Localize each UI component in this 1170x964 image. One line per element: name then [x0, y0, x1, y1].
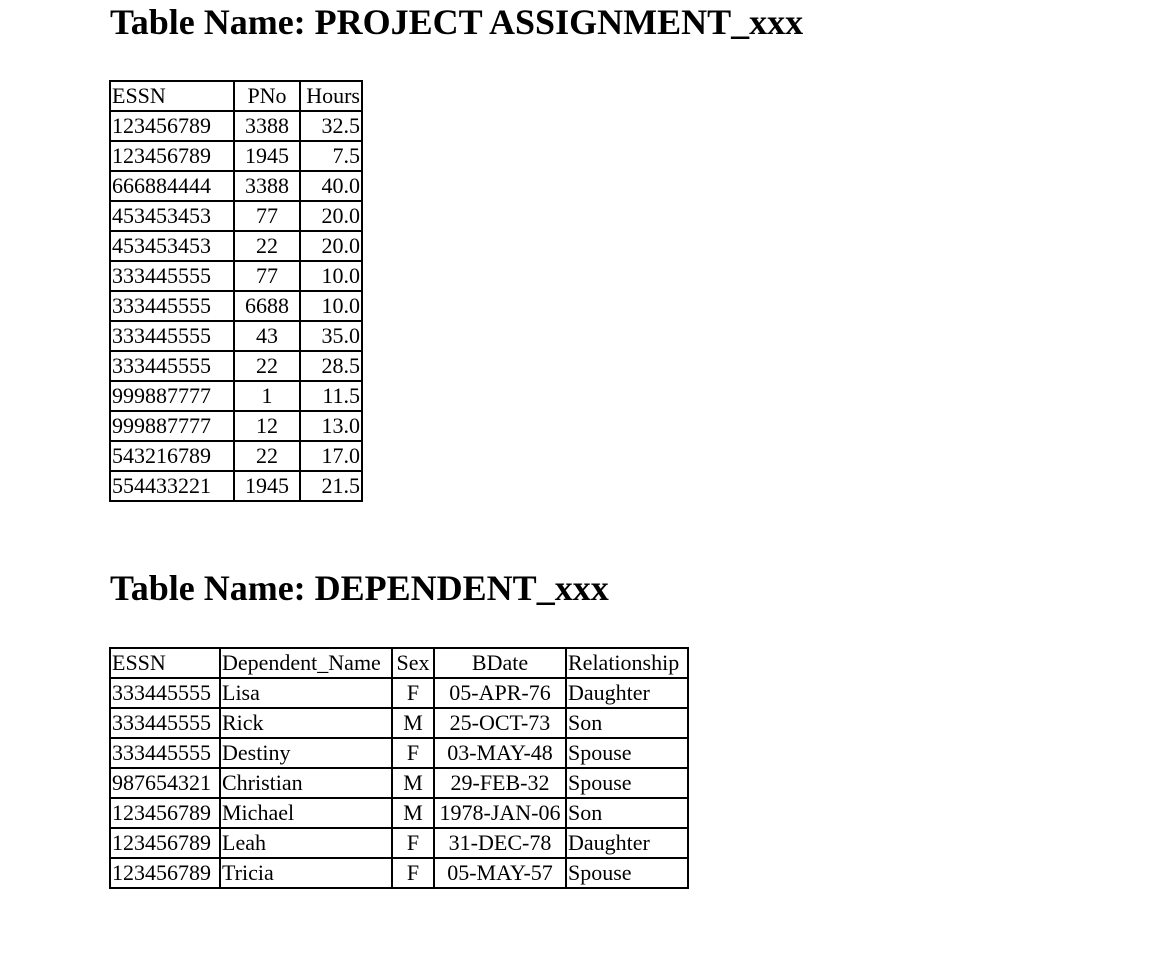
cell-essn: 123456789: [110, 828, 220, 858]
cell-dependent-name: Michael: [220, 798, 392, 828]
table-row: [110, 351, 362, 381]
table-row: [110, 441, 362, 471]
cell-essn: 333445555: [110, 321, 234, 351]
dependent-rows: [110, 678, 688, 888]
cell-pno: 1: [234, 381, 300, 411]
cell-bdate: 03-MAY-48: [434, 738, 566, 768]
cell-sex: F: [392, 678, 434, 708]
cell-sex: M: [392, 768, 434, 798]
cell-hours: 10.0: [300, 291, 362, 321]
cell-pno: 12: [234, 411, 300, 441]
cell-pno: 43: [234, 321, 300, 351]
cell-hours: 10.0: [300, 261, 362, 291]
column-header-dependent-name: Dependent_Name: [220, 648, 392, 678]
cell-essn: 333445555: [110, 738, 220, 768]
cell-sex: M: [392, 708, 434, 738]
cell-hours: 35.0: [300, 321, 362, 351]
cell-essn: 987654321: [110, 768, 220, 798]
table-row: [110, 411, 362, 441]
table-row: [110, 828, 688, 858]
table-row: [110, 321, 362, 351]
cell-essn: 123456789: [110, 798, 220, 828]
table-row: [110, 171, 362, 201]
cell-essn: 666884444: [110, 171, 234, 201]
cell-essn: 999887777: [110, 381, 234, 411]
table-row: [110, 768, 688, 798]
cell-essn: 333445555: [110, 678, 220, 708]
cell-pno: 22: [234, 351, 300, 381]
table-row: [110, 798, 688, 828]
cell-essn: 999887777: [110, 411, 234, 441]
cell-dependent-name: Tricia: [220, 858, 392, 888]
cell-relationship: Daughter: [566, 678, 688, 708]
table-row: [110, 291, 362, 321]
project-assignment-rows: [110, 111, 362, 501]
cell-hours: 11.5: [300, 381, 362, 411]
cell-essn: 333445555: [110, 351, 234, 381]
table-row: [110, 678, 688, 708]
cell-hours: 32.5: [300, 111, 362, 141]
cell-hours: 21.5: [300, 471, 362, 501]
table-row: [110, 708, 688, 738]
table-row: [110, 231, 362, 261]
column-header-hours: Hours: [300, 81, 362, 111]
cell-pno: 3388: [234, 171, 300, 201]
cell-essn: 453453453: [110, 231, 234, 261]
cell-relationship: Son: [566, 708, 688, 738]
cell-hours: 40.0: [300, 171, 362, 201]
cell-hours: 17.0: [300, 441, 362, 471]
cell-bdate: 29-FEB-32: [434, 768, 566, 798]
cell-essn: 333445555: [110, 261, 234, 291]
project-assignment-title: Table Name: PROJECT ASSIGNMENT_xxx: [110, 2, 804, 42]
column-header-sex: Sex: [392, 648, 434, 678]
cell-pno: 77: [234, 201, 300, 231]
cell-essn: 333445555: [110, 708, 220, 738]
table-row: [110, 141, 362, 171]
dependent-table: [109, 647, 689, 889]
cell-sex: M: [392, 798, 434, 828]
cell-sex: F: [392, 828, 434, 858]
cell-sex: F: [392, 858, 434, 888]
cell-bdate: 25-OCT-73: [434, 708, 566, 738]
column-header-essn: ESSN: [110, 81, 234, 111]
cell-relationship: Spouse: [566, 738, 688, 768]
table-row: [110, 201, 362, 231]
cell-essn: 123456789: [110, 141, 234, 171]
project-assignment-table: [109, 80, 363, 502]
cell-pno: 22: [234, 231, 300, 261]
table-row: [110, 381, 362, 411]
cell-hours: 20.0: [300, 201, 362, 231]
table-row: [110, 738, 688, 768]
cell-essn: 554433221: [110, 471, 234, 501]
cell-pno: 1945: [234, 141, 300, 171]
cell-relationship: Son: [566, 798, 688, 828]
cell-dependent-name: Rick: [220, 708, 392, 738]
table-row: [110, 261, 362, 291]
table-header-row: [110, 81, 362, 111]
cell-relationship: Spouse: [566, 768, 688, 798]
cell-dependent-name: Lisa: [220, 678, 392, 708]
table-row: [110, 471, 362, 501]
cell-sex: F: [392, 738, 434, 768]
dependent-title: Table Name: DEPENDENT_xxx: [110, 568, 609, 608]
table-header-row: [110, 648, 688, 678]
cell-essn: 333445555: [110, 291, 234, 321]
cell-relationship: Daughter: [566, 828, 688, 858]
column-header-relationship: Relationship: [566, 648, 688, 678]
cell-pno: 22: [234, 441, 300, 471]
cell-pno: 3388: [234, 111, 300, 141]
cell-dependent-name: Leah: [220, 828, 392, 858]
cell-essn: 453453453: [110, 201, 234, 231]
column-header-pno: PNo: [234, 81, 300, 111]
cell-essn: 123456789: [110, 858, 220, 888]
cell-pno: 6688: [234, 291, 300, 321]
cell-hours: 7.5: [300, 141, 362, 171]
cell-bdate: 05-MAY-57: [434, 858, 566, 888]
cell-dependent-name: Christian: [220, 768, 392, 798]
cell-relationship: Spouse: [566, 858, 688, 888]
cell-dependent-name: Destiny: [220, 738, 392, 768]
cell-pno: 1945: [234, 471, 300, 501]
table-row: [110, 111, 362, 141]
cell-hours: 28.5: [300, 351, 362, 381]
cell-hours: 13.0: [300, 411, 362, 441]
cell-bdate: 1978-JAN-06: [434, 798, 566, 828]
cell-bdate: 05-APR-76: [434, 678, 566, 708]
cell-essn: 543216789: [110, 441, 234, 471]
cell-hours: 20.0: [300, 231, 362, 261]
table-row: [110, 858, 688, 888]
cell-bdate: 31-DEC-78: [434, 828, 566, 858]
column-header-essn: ESSN: [110, 648, 220, 678]
cell-pno: 77: [234, 261, 300, 291]
cell-essn: 123456789: [110, 111, 234, 141]
column-header-bdate: BDate: [434, 648, 566, 678]
